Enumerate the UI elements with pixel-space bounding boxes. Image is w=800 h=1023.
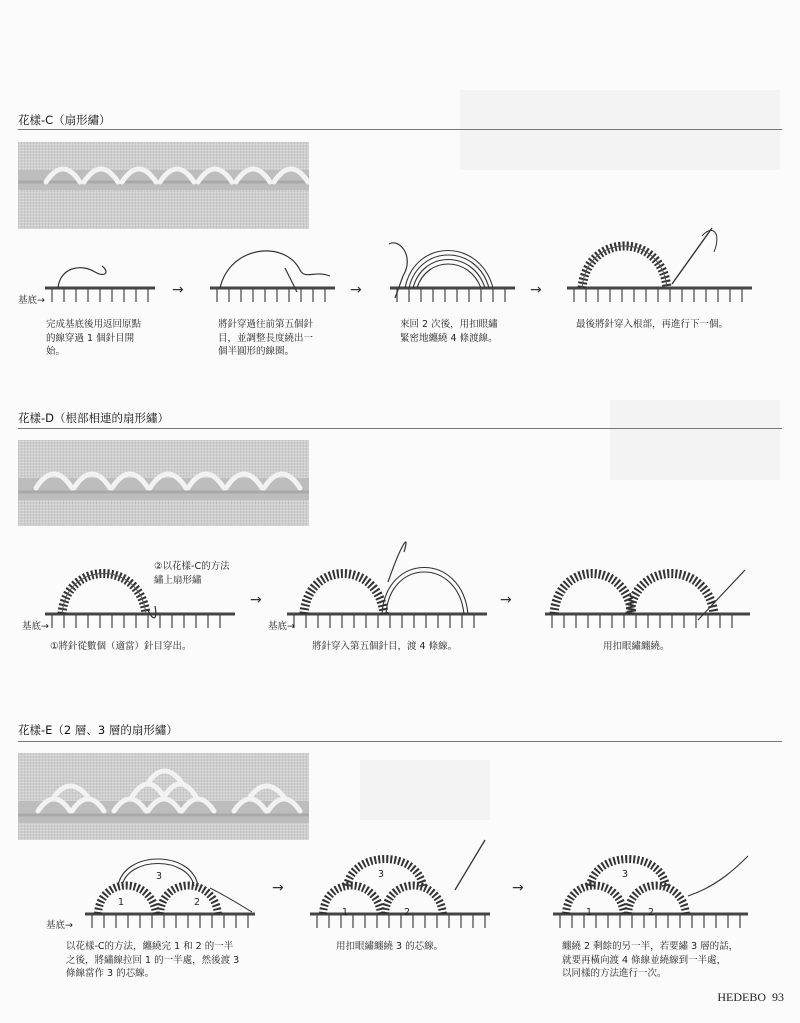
section-rule xyxy=(18,428,782,429)
step-arrow: → xyxy=(172,282,184,298)
step-caption-c-3: 來回 2 次後，用扣眼繡 緊密地纏繞 4 條渡線。 xyxy=(400,319,498,344)
step-caption-e-1: 以花樣-C的方法，纏繞完 1 和 2 的一半 之後，將繡線拉回 1 的一半處，然後渡 3 條線當作 3 的芯線。 xyxy=(66,941,240,979)
photo-sample-d xyxy=(18,440,309,526)
diagram-number: 2 xyxy=(404,907,411,918)
footer-brand: HEDEBO xyxy=(717,990,766,1004)
step-diagram-c-4 xyxy=(562,222,757,308)
step-caption-d-1: ①將針從數個（適當）針目穿出。 xyxy=(50,641,192,652)
page-footer xyxy=(711,990,784,1005)
step-caption-e-3: 纏繞 2 剩餘的另一半，若要繡 3 層的話， 就要再橫向渡 4 條線並繞線到一半處， 以同樣的方法進行一次。 xyxy=(562,941,739,979)
step-diagram-c-2 xyxy=(205,240,340,308)
diagram-number: 3 xyxy=(622,869,629,880)
diagram-number: 2 xyxy=(194,897,201,908)
step-caption-d-3: 用扣眼繡纏繞。 xyxy=(603,641,670,652)
step-diagram-d-2 xyxy=(282,532,492,630)
step-caption-c-4: 最後將針穿入根部，再進行下一個。 xyxy=(576,319,729,330)
step-caption-c-1: 完成基底後用返回原點 的線穿過 1 個針目開 始。 xyxy=(46,319,142,357)
step-arrow: → xyxy=(512,880,524,896)
bleed-through xyxy=(610,400,780,480)
callout-d: ②以花樣-C的方法 繡上扇形繡 xyxy=(154,561,230,586)
diagram-number: 2 xyxy=(648,907,655,918)
page-number: 93 xyxy=(772,990,784,1004)
step-arrow: → xyxy=(250,592,262,608)
section-title-d: 花樣-D（根部相連的扇形繡） xyxy=(18,411,170,425)
base-label: 基底→ xyxy=(268,621,295,632)
step-diagram-c-1 xyxy=(40,258,160,308)
diagram-number: 1 xyxy=(118,897,125,908)
step-arrow: → xyxy=(350,282,362,298)
step-diagram-e-1 xyxy=(80,848,260,930)
photo-sample-c xyxy=(18,142,309,229)
diagram-number: 1 xyxy=(586,907,593,918)
diagram-number: 1 xyxy=(342,907,349,918)
base-label: 基底→ xyxy=(46,920,73,931)
diagram-number: 3 xyxy=(378,869,385,880)
photo-sample-e xyxy=(18,753,309,840)
section-title-c: 花樣-C（扇形繡） xyxy=(18,113,111,127)
step-caption-e-2: 用扣眼繡纏繞 3 的芯線。 xyxy=(336,941,444,952)
section-title-e: 花樣-E（2 層、3 層的扇形繡） xyxy=(18,723,178,737)
step-arrow: → xyxy=(530,282,542,298)
diagram-number: 3 xyxy=(156,871,163,882)
bleed-through xyxy=(360,760,490,820)
base-label: 基底→ xyxy=(18,295,45,306)
step-diagram-d-3 xyxy=(540,540,755,630)
bleed-through xyxy=(460,90,780,170)
step-diagram-c-3 xyxy=(385,236,520,308)
step-diagram-e-2 xyxy=(305,836,495,930)
step-caption-c-2: 將針穿過往前第五個針 目，並調整長度繞出一 個半圓形的線圈。 xyxy=(218,319,314,357)
step-arrow: → xyxy=(500,592,512,608)
section-rule xyxy=(18,741,782,742)
step-caption-d-2: 將針穿入第五個針目，渡 4 條線。 xyxy=(312,641,458,652)
base-label: 基底→ xyxy=(22,621,49,632)
step-arrow: → xyxy=(272,880,284,896)
section-rule xyxy=(18,129,782,130)
